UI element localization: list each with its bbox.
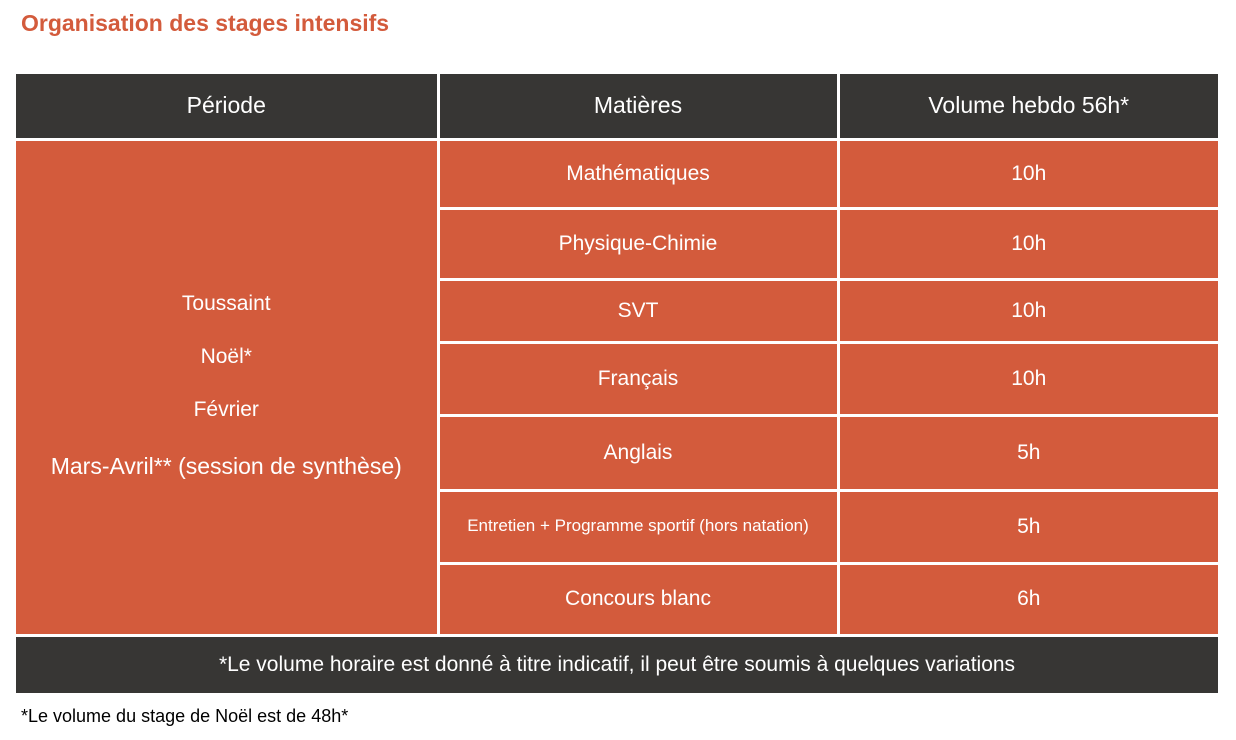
subject-cell: Mathématiques [438, 139, 838, 208]
period-fevrier: Février [193, 397, 259, 421]
period-mars-avril: Mars-Avril** (session de synthèse) [50, 453, 402, 480]
page-title: Organisation des stages intensifs [21, 10, 390, 36]
table-footer-row [16, 635, 1218, 693]
stages-table [16, 74, 1218, 693]
volume-cell: 5h [838, 490, 1218, 563]
table-header-row [16, 74, 1218, 139]
subject-cell: Concours blanc [438, 563, 838, 635]
volume-cell: 10h [838, 279, 1218, 342]
period-toussaint: Toussaint [181, 291, 271, 315]
footnote: *Le volume du stage de Noël est de 48h* [21, 706, 349, 726]
subject-cell: Français [438, 342, 838, 415]
header-periode: Période [16, 74, 438, 139]
volume-cell: 10h [838, 342, 1218, 415]
footer-note: *Le volume horaire est donné à titre indicatif, il peut être soumis à quelques variations [16, 635, 1218, 693]
period-cell [16, 139, 438, 635]
subject-cell: Anglais [438, 415, 838, 490]
table-row [16, 139, 1218, 208]
header-matieres: Matières [438, 74, 838, 139]
volume-cell: 10h [838, 208, 1218, 279]
period-noel: Noël* [200, 344, 252, 368]
subject-cell: SVT [438, 279, 838, 342]
subject-cell: Entretien + Programme sportif (hors natation) [438, 490, 838, 563]
volume-cell: 10h [838, 139, 1218, 208]
header-volume: Volume hebdo 56h* [838, 74, 1218, 139]
volume-cell: 5h [838, 415, 1218, 490]
subject-cell: Physique-Chimie [438, 208, 838, 279]
volume-cell: 6h [838, 563, 1218, 635]
